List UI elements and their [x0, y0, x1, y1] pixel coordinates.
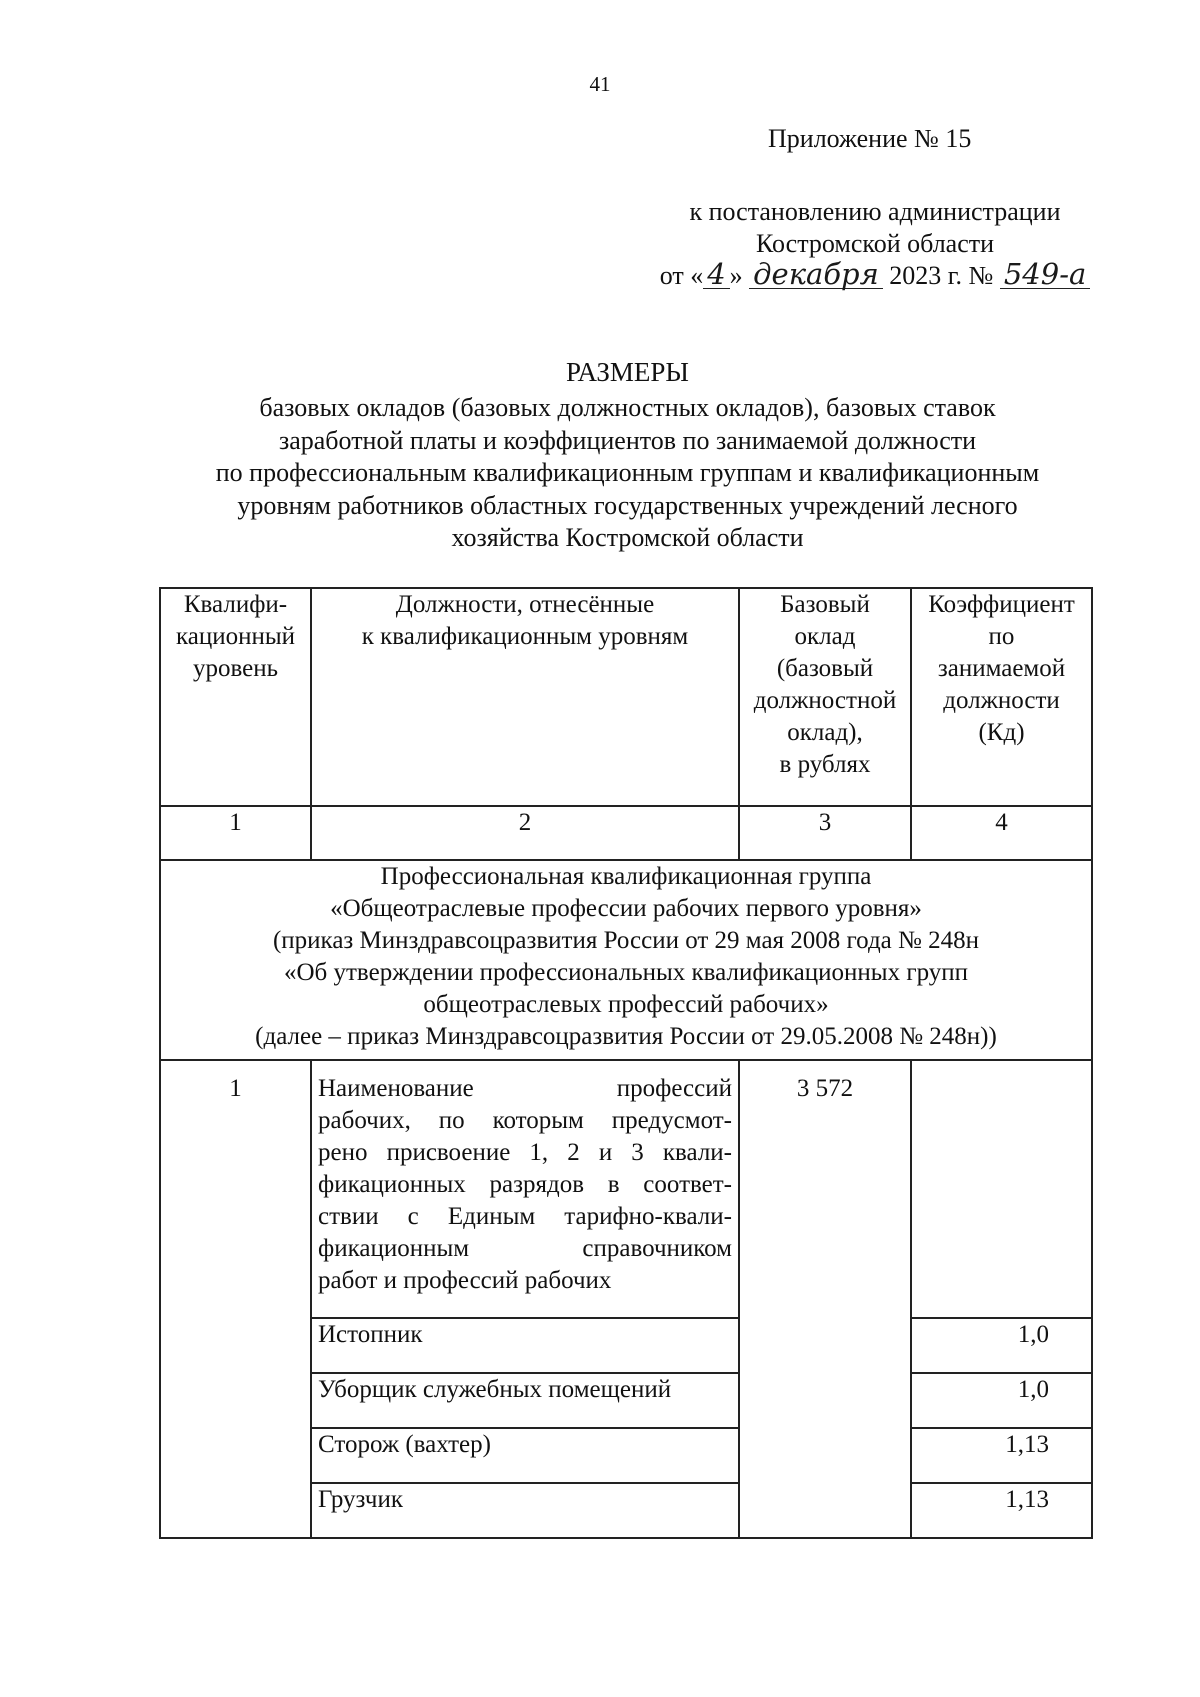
subtitle-line: уровням работников областных государственных учреждений лесного [237, 490, 1018, 520]
group-line: Профессиональная квалификационная группа [380, 863, 872, 890]
description-line: работ и профессий рабочих [318, 1267, 612, 1294]
subtitle-line: хозяйства Костромской области [451, 523, 804, 552]
group-heading [160, 860, 1092, 1060]
appendix-label: Приложение № 15 [768, 124, 972, 153]
header-level [160, 588, 311, 806]
header-text: оклад [794, 623, 856, 650]
page-number: 41 [589, 72, 611, 96]
coefficient-value: 1,0 [911, 1373, 1092, 1428]
decree-reference [640, 196, 1110, 292]
description-line: фикационных разрядов в соответ- [318, 1171, 732, 1198]
coefficient-value: 1,0 [911, 1318, 1092, 1373]
column-number-row [160, 806, 1092, 860]
subtitle-line: заработной платы и коэффициентов по занимаемой должности [278, 425, 977, 455]
header-text: Коэффициент [928, 591, 1075, 618]
group-line: (приказ Минздравсоцразвития России от 29 мая 2008 года № 248н [272, 927, 980, 954]
position-name: Истопник [311, 1318, 739, 1373]
header-text: по [988, 623, 1015, 650]
decree-line-1: к постановлению администрации [689, 197, 1061, 226]
description-line: Наименование профессий [318, 1075, 732, 1102]
base-salary: 3 572 [739, 1060, 911, 1538]
header-coefficient [911, 588, 1092, 806]
description-line: ствии с Единым тарифно-квали- [318, 1203, 732, 1230]
header-text: (базовый [776, 655, 874, 682]
group-line: «Об утверждении профессиональных квалификационных групп [283, 959, 969, 986]
header-text: Квалифи- [183, 591, 288, 618]
qualification-level: 1 [160, 1060, 311, 1538]
column-number: 1 [160, 806, 311, 860]
document-title: РАЗМЕРЫ [566, 357, 689, 387]
header-text: уровень [192, 655, 279, 682]
header-text: (Кд) [978, 719, 1025, 746]
decree-date-line [640, 257, 1110, 292]
header-text: в рублях [779, 751, 871, 778]
table-row [160, 1060, 1092, 1318]
column-number: 4 [911, 806, 1092, 860]
document-subtitle [100, 392, 1155, 555]
coefficient-empty [911, 1060, 1092, 1318]
header-text: Базовый [780, 591, 870, 618]
handwritten-day: 4 [703, 260, 729, 289]
group-line: «Общеотраслевые профессии рабочих первого уровня» [330, 895, 922, 922]
decree-year: 2023 г. № [889, 261, 994, 290]
header-base-salary [739, 588, 911, 806]
position-name: Уборщик служебных помещений [311, 1373, 739, 1428]
coefficient-value: 1,13 [911, 1428, 1092, 1483]
salary-table [159, 587, 1093, 1539]
handwritten-month: декабря [749, 260, 883, 289]
position-name: Грузчик [311, 1483, 739, 1538]
column-number: 3 [739, 806, 911, 860]
group-line: общеотраслевых профессий рабочих» [423, 991, 829, 1018]
date-mid: » [729, 261, 743, 290]
date-prefix: от « [659, 261, 704, 290]
group-line: (далее – приказ Минздравсоцразвития России от 29.05.2008 № 248н)) [255, 1023, 997, 1050]
column-number: 2 [311, 806, 739, 860]
description-line: рено присвоение 1, 2 и 3 квали- [318, 1139, 732, 1166]
subtitle-line: базовых окладов (базовых должностных окладов), базовых ставок [259, 393, 996, 422]
coefficient-value: 1,13 [911, 1483, 1092, 1538]
header-text: занимаемой [937, 655, 1066, 682]
header-text: должностной [753, 687, 897, 714]
header-text: оклад), [787, 719, 863, 746]
table-header-row [160, 588, 1092, 806]
position-description [311, 1060, 739, 1318]
subtitle-line: по профессиональным квалификационным группам и квалификационным [215, 458, 1040, 487]
group-heading-row [160, 860, 1092, 1060]
header-text: кационный [175, 623, 296, 650]
description-line: фикационным справочником [318, 1235, 732, 1262]
header-text: должности [943, 687, 1060, 714]
header-text: к квалификационным уровням [361, 623, 689, 650]
header-text: Должности, отнесённые [395, 591, 655, 618]
decree-line-2: Костромской области [755, 229, 995, 258]
position-name: Сторож (вахтер) [311, 1428, 739, 1483]
header-positions [311, 588, 739, 806]
description-line: рабочих, по которым предусмот- [318, 1107, 732, 1134]
handwritten-number: 549-а [1000, 260, 1090, 289]
